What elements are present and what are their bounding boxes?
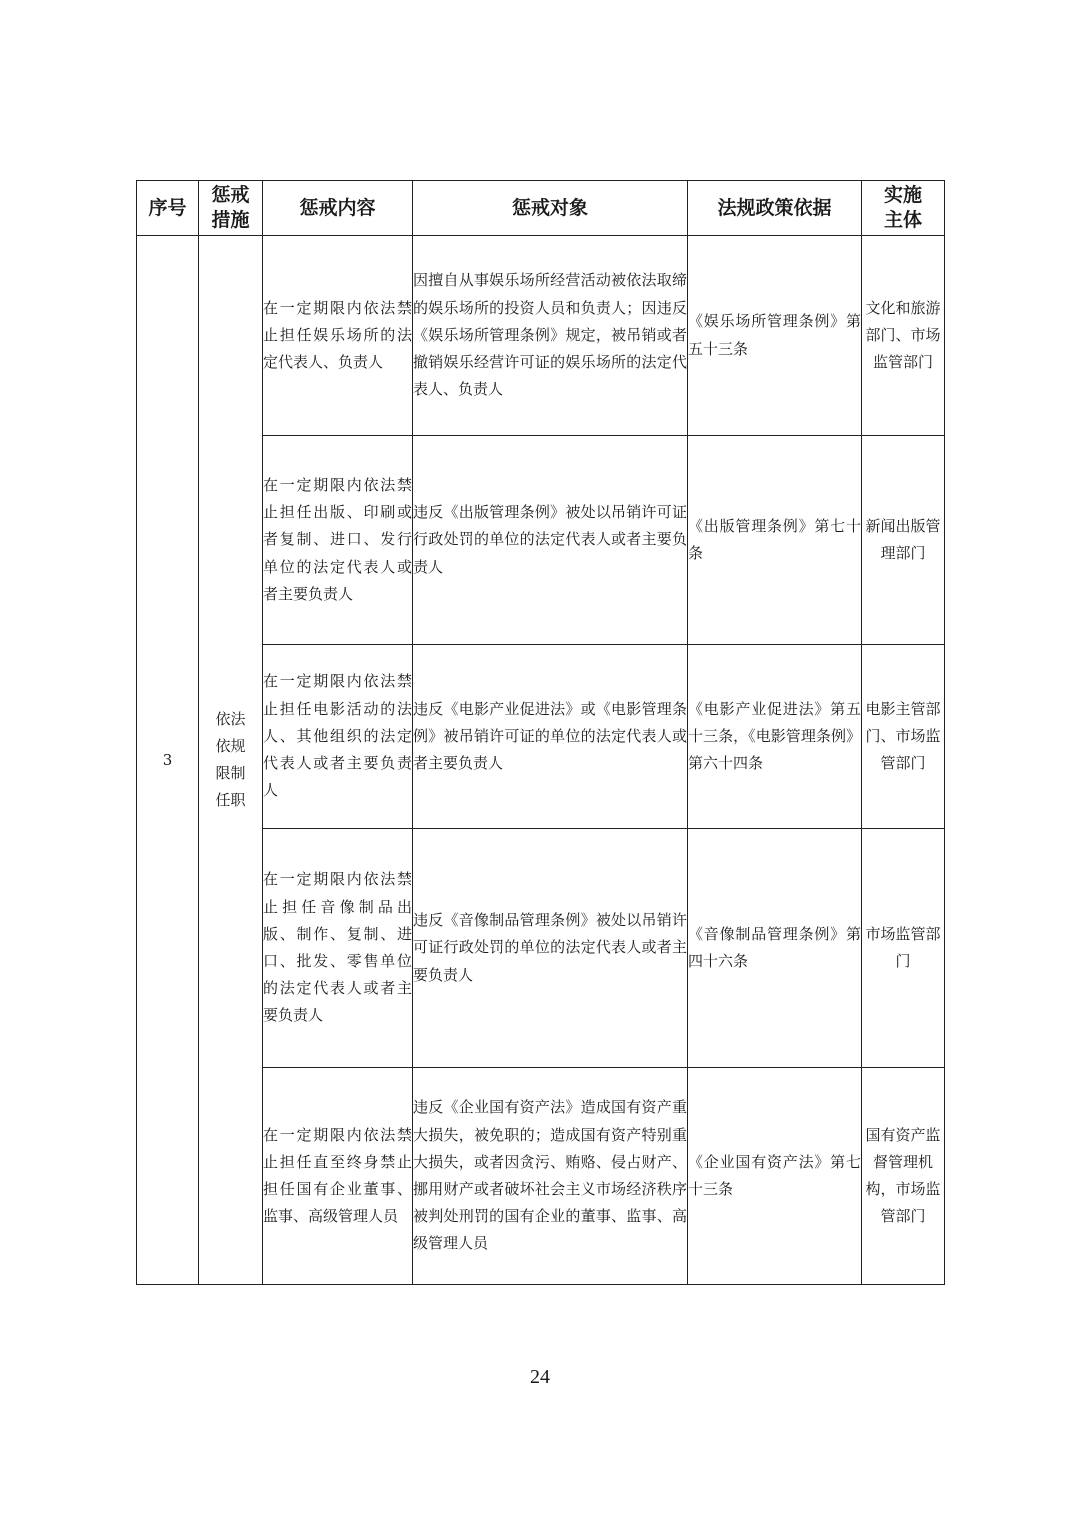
measure-line: 依规 xyxy=(215,737,246,755)
content-cell: 在一定期限内依法禁止担任音像制品出版、制作、复制、进口、批发、零售单位的法定代表人或者主要负责人 xyxy=(263,829,413,1068)
content-cell: 在一定期限内依法禁止担任直至终身禁止担任国有企业董事、监事、高级管理人员 xyxy=(263,1068,413,1285)
target-cell: 违反《出版管理条例》被处以吊销许可证行政处罚的单位的法定代表人或者主要负责人 xyxy=(413,436,688,645)
agency-cell: 市场监管部门 xyxy=(862,829,945,1068)
header-measure-line2: 措施 xyxy=(211,209,250,231)
content-cell: 在一定期限内依法禁止担任出版、印刷或者复制、进口、发行单位的法定代表人或者主要负责人 xyxy=(263,436,413,645)
agency-cell: 新闻出版管理部门 xyxy=(862,436,945,645)
agency-cell: 电影主管部门、市场监管部门 xyxy=(862,645,945,829)
basis-cell: 《娱乐场所管理条例》第五十三条 xyxy=(688,236,862,436)
header-agency-line2: 主体 xyxy=(883,209,922,231)
table-header-row xyxy=(137,181,945,236)
header-agency xyxy=(862,181,945,236)
header-content: 惩戒内容 xyxy=(263,181,413,236)
header-agency-line1: 实施 xyxy=(883,184,922,206)
target-cell: 违反《电影产业促进法》或《电影管理条例》被吊销许可证的单位的法定代表人或者主要负责人 xyxy=(413,645,688,829)
header-target: 惩戒对象 xyxy=(413,181,688,236)
content-cell: 在一定期限内依法禁止担任娱乐场所的法定代表人、负责人 xyxy=(263,236,413,436)
table-row xyxy=(137,236,945,436)
seq-cell: 3 xyxy=(137,236,199,1285)
target-cell: 因擅自从事娱乐场所经营活动被依法取缔的娱乐场所的投资人员和负责人；因违反《娱乐场所管理条例》规定，被吊销或者撤销娱乐经营许可证的娱乐场所的法定代表人、负责人 xyxy=(413,236,688,436)
penalty-table xyxy=(136,180,945,1285)
header-basis: 法规政策依据 xyxy=(688,181,862,236)
measure-line: 依法 xyxy=(215,710,246,728)
header-measure-line1: 惩戒 xyxy=(211,184,250,206)
target-cell: 违反《音像制品管理条例》被处以吊销许可证行政处罚的单位的法定代表人或者主要负责人 xyxy=(413,829,688,1068)
agency-cell: 文化和旅游部门、市场监管部门 xyxy=(862,236,945,436)
basis-cell: 《音像制品管理条例》第四十六条 xyxy=(688,829,862,1068)
measure-line: 限制 xyxy=(215,764,246,782)
basis-cell: 《电影产业促进法》第五十三条，《电影管理条例》第六十四条 xyxy=(688,645,862,829)
header-measure xyxy=(199,181,263,236)
measure-cell xyxy=(199,236,263,1285)
measure-line: 任职 xyxy=(215,791,246,809)
target-cell: 违反《企业国有资产法》造成国有资产重大损失，被免职的；造成国有资产特别重大损失，或者因贪污、贿赂、侵占财产、挪用财产或者破坏社会主义市场经济秩序被判处刑罚的国有企业的董事、监事、高级管理人员 xyxy=(413,1068,688,1285)
agency-cell: 国有资产监督管理机构，市场监管部门 xyxy=(862,1068,945,1285)
page-number: 24 xyxy=(530,1366,550,1388)
header-seq: 序号 xyxy=(137,181,199,236)
content-cell: 在一定期限内依法禁止担任电影活动的法人、其他组织的法定代表人或者主要负责人 xyxy=(263,645,413,829)
basis-cell: 《企业国有资产法》第七十三条 xyxy=(688,1068,862,1285)
basis-cell: 《出版管理条例》第七十条 xyxy=(688,436,862,645)
